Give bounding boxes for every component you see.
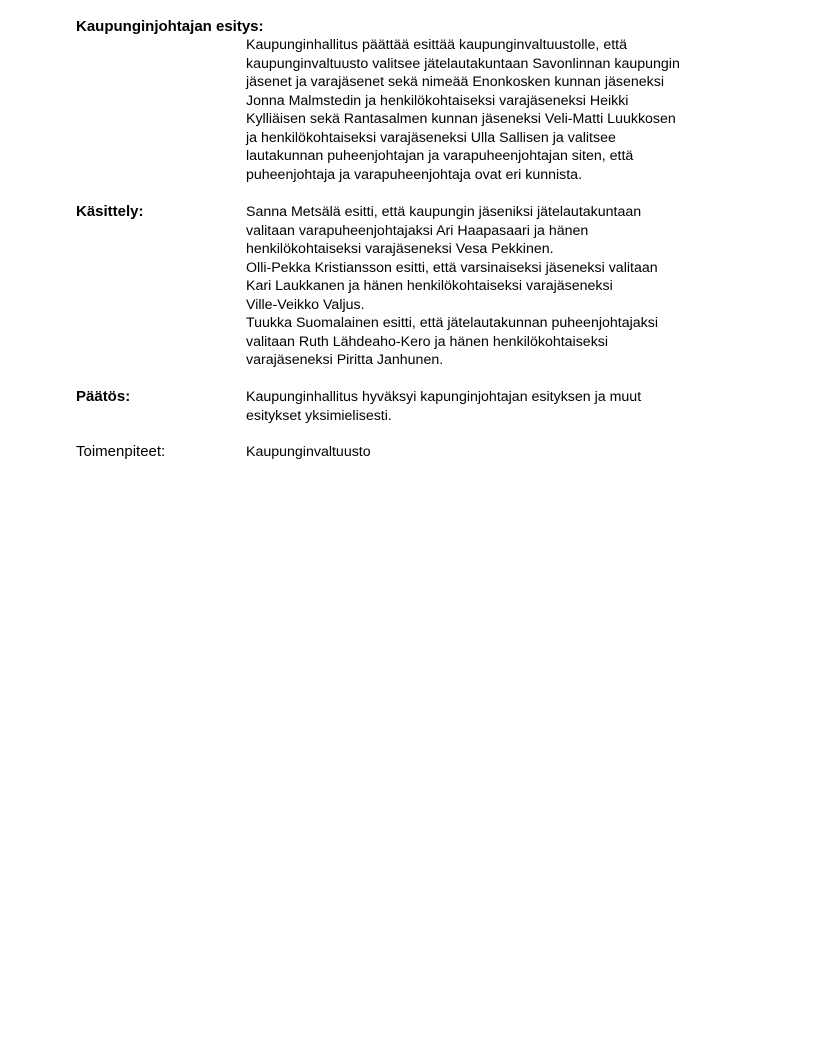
proposal-line: lautakunnan puheenjohtajan ja varapuheenjohtajan siten, että: [246, 148, 634, 164]
actions-line: Kaupunginvaltuusto: [246, 444, 371, 460]
proposal-line: kaupunginvaltuusto valitsee jätelautakuntaan Savonlinnan kaupungin: [246, 55, 680, 72]
decision-line: esitykset yksimielisesti.: [246, 407, 392, 424]
proposal-line: jäsenet ja varajäsenet sekä nimeää Enonkosken kunnan jäseneksi: [246, 74, 665, 90]
processing-line: varajäseneksi Piritta Janhunen.: [246, 352, 444, 368]
proposal-line: Jonna Malmstedin ja henkilökohtaiseksi varajäseneksi Heikki: [246, 92, 629, 109]
decision-text: [246, 388, 641, 425]
proposal-text: [246, 36, 680, 184]
proposal-line: Kylliäisen sekä Rantasalmen kunnan jäseneksi Veli-Matti Luukkosen: [246, 111, 676, 127]
processing-line: Ville-Veikko Valjus.: [246, 296, 365, 313]
processing-line: Tuukka Suomalainen esitti, että jätelautakunnan puheenjohtajaksi: [246, 315, 658, 331]
actions-text: [246, 443, 371, 462]
processing-label: Käsittely:: [76, 203, 144, 220]
processing-line: valitaan Ruth Lähdeaho-Kero ja hänen henkilökohtaiseksi: [246, 333, 609, 350]
proposal-line: puheenjohtaja ja varapuheenjohtaja ovat eri kunnista.: [246, 166, 583, 183]
proposal-line: Kaupunginhallitus päättää esittää kaupunginvaltuustolle, että: [246, 37, 627, 53]
processing-line: valitaan varapuheenjohtajaksi Ari Haapasaari ja hänen: [246, 222, 589, 239]
decision-label: Päätös:: [76, 388, 131, 405]
processing-line: Sanna Metsälä esitti, että kaupungin jäseniksi jätelautakuntaan: [246, 204, 642, 220]
processing-line: Kari Laukkanen ja hänen henkilökohtaiseksi varajäseneksi: [246, 278, 613, 294]
proposal-line: ja henkilökohtaiseksi varajäseneksi Ulla Sallisen ja valitsee: [246, 129, 616, 146]
processing-text: [246, 203, 658, 370]
decision-line: Kaupunginhallitus hyväksyi kapunginjohtajan esityksen ja muut: [246, 389, 642, 405]
processing-line: henkilökohtaiseksi varajäseneksi Vesa Pekkinen.: [246, 241, 554, 257]
proposal-heading: Kaupunginjohtajan esitys:: [76, 18, 264, 35]
processing-line: Olli-Pekka Kristiansson esitti, että varsinaiseksi jäseneksi valitaan: [246, 259, 658, 276]
actions-label: Toimenpiteet:: [76, 443, 166, 460]
